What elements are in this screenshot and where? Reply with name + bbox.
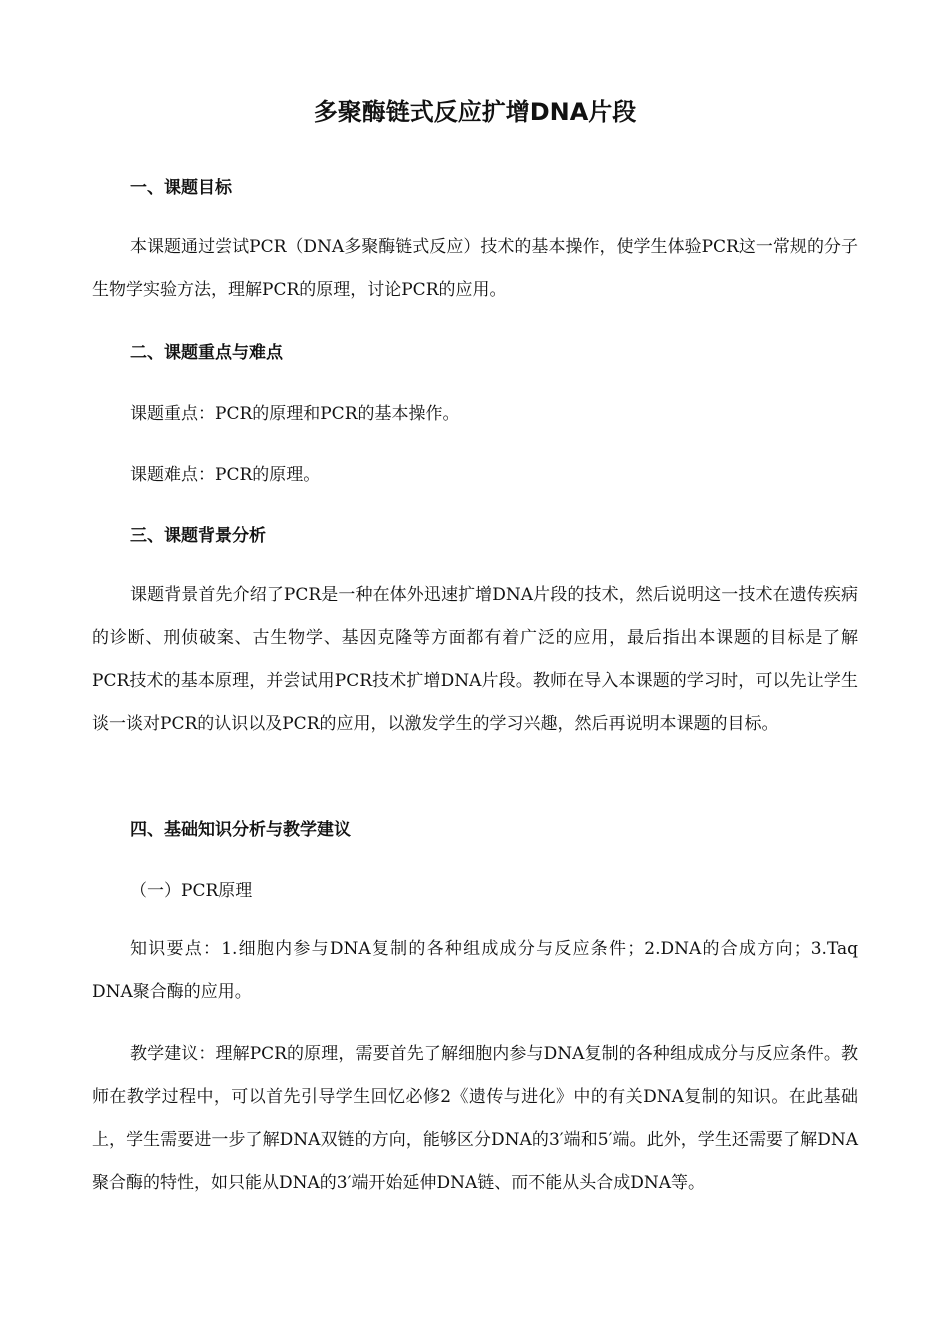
subheading-pcr-principle: （一）PCR原理 <box>130 881 253 901</box>
paragraph-background: 课题背景首先介绍了PCR是一种在体外迅速扩增DNA片段的技术，然后说明这一技术在遗传疾病的诊断、刑侦破案、古生物学、基因克隆等方面都有着广泛的应用，最后指出本课题的目标是了解PCR技术的基本原理，并尝试用PCR技术扩增DNA片段。教师在导入本课题的学习时，可以先让学生谈一谈对PCR的认识以及PCR的应用，以激发学生的学习兴趣，然后再说明本课题的目标。 <box>92 585 858 734</box>
paragraph-goals: 本课题通过尝试PCR（DNA多聚酶链式反应）技术的基本操作，使学生体验PCR这一常规的分子生物学实验方法，理解PCR的原理，讨论PCR的应用。 <box>92 237 858 300</box>
section-heading-key-points: 二、课题重点与难点 <box>130 343 283 363</box>
section-heading-background: 三、课题背景分析 <box>130 526 266 546</box>
document-title: 多聚酶链式反应扩增DNA片段 <box>313 98 637 126</box>
key-point-line: 课题重点：PCR的原理和PCR的基本操作。 <box>130 404 460 424</box>
paragraph-knowledge-points: 知识要点：1.细胞内参与DNA复制的各种组成成分与反应条件；2.DNA的合成方向；3.Taq DNA聚合酶的应用。 <box>92 939 858 1002</box>
section-heading-goals: 一、课题目标 <box>130 178 232 198</box>
difficulty-line: 课题难点：PCR的原理。 <box>130 465 321 485</box>
paragraph-teaching-suggestion: 教学建议：理解PCR的原理，需要首先了解细胞内参与DNA复制的各种组成成分与反应条件。教师在教学过程中，可以首先引导学生回忆必修2《遗传与进化》中的有关DNA复制的知识。在此基础上，学生需要进一步了解DNA双链的方向，能够区分DNA的3′端和5′端。此外，学生还需要了解DNA聚合酶的特性，如只能从DNA的3′端开始延伸DNA链、而不能从头合成DNA等。 <box>92 1044 858 1193</box>
section-heading-basics: 四、基础知识分析与教学建议 <box>130 820 351 840</box>
